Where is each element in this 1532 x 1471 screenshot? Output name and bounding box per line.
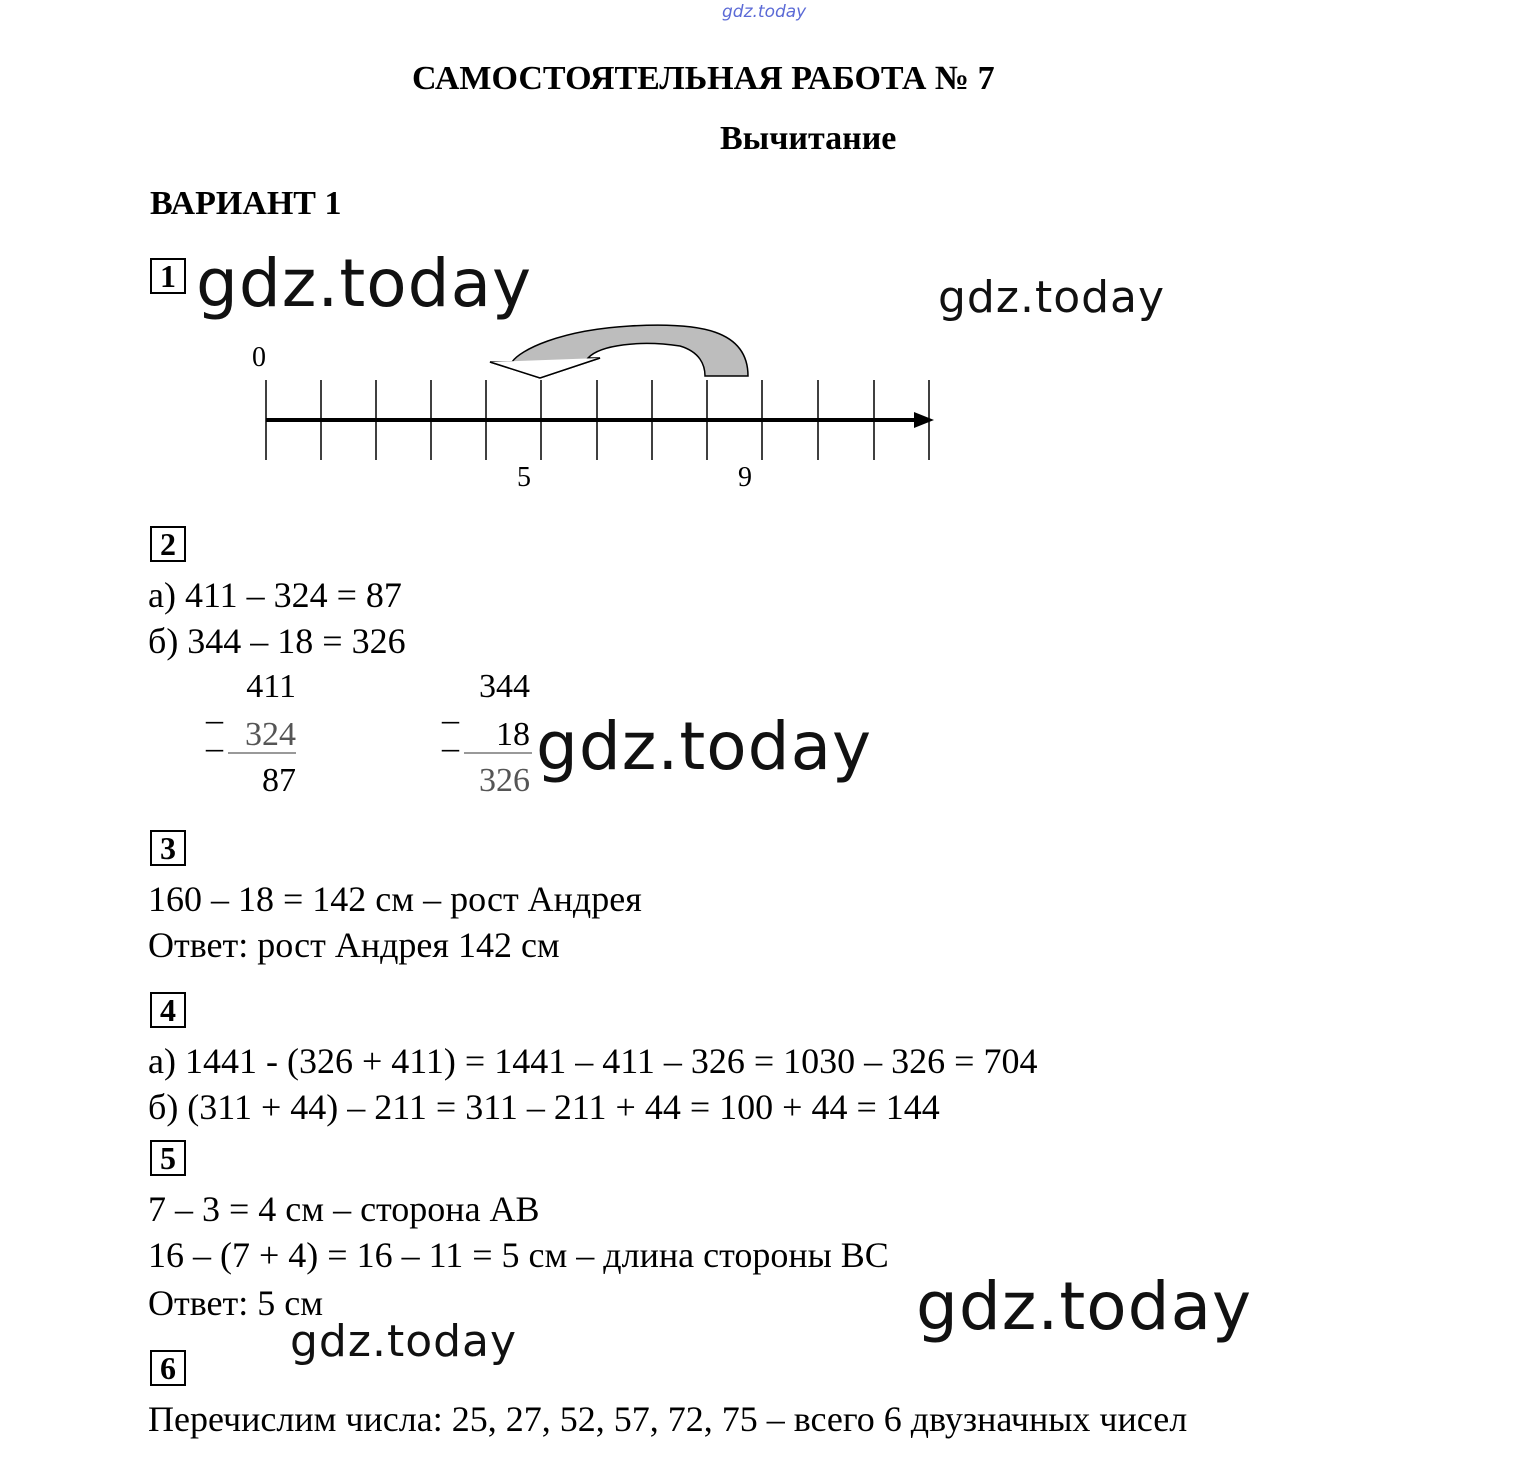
page-subtitle: Вычитание — [720, 120, 897, 157]
number-line-label-5: 5 — [517, 462, 531, 493]
number-line — [0, 0, 1532, 520]
watermark: gdz.today — [196, 245, 533, 322]
column-b-result: 326 — [479, 762, 530, 799]
task-1-number: 1 — [150, 258, 186, 294]
column-b-rule — [464, 752, 532, 754]
task-5-line-2: 16 – (7 + 4) = 16 – 11 = 5 см – длина стороны ВС — [148, 1235, 889, 1275]
watermark: gdz.today — [938, 272, 1166, 323]
column-a-minuend: 411 — [246, 668, 296, 705]
column-b-sign: _ — [442, 690, 459, 727]
watermark: gdz.today — [916, 1268, 1253, 1345]
variant-heading: ВАРИАНТ 1 — [150, 185, 342, 222]
column-a-sign: _ — [206, 690, 223, 727]
watermark: gdz.today — [536, 708, 873, 785]
task-3-line-2: Ответ: рост Андрея 142 см — [148, 925, 560, 965]
page-title: САМОСТОЯТЕЛЬНАЯ РАБОТА № 7 — [412, 60, 995, 97]
number-line-label-9: 9 — [738, 462, 752, 493]
task-4-line-b: б) (311 + 44) – 211 = 311 – 211 + 44 = 100 + 44 = 144 — [148, 1087, 940, 1127]
task-5-line-1: 7 – 3 = 4 см – сторона АВ — [148, 1189, 540, 1229]
task-5-number: 5 — [150, 1140, 186, 1176]
column-a-result: 87 — [262, 762, 296, 799]
column-a-sign-2: _ — [206, 718, 223, 755]
watermark: gdz.today — [290, 1316, 518, 1367]
number-line-label-0: 0 — [252, 342, 266, 373]
task-4-number: 4 — [150, 992, 186, 1028]
task-4-line-a: а) 1441 - (326 + 411) = 1441 – 411 – 326 = 1030 – 326 = 704 — [148, 1041, 1038, 1081]
column-b-sign-2: _ — [442, 718, 459, 755]
task-3-line-1: 160 – 18 = 142 см – рост Андрея — [148, 879, 642, 919]
column-a-subtrahend: 324 — [245, 716, 296, 753]
task-5-answer: Ответ: 5 см — [148, 1283, 323, 1323]
task-2-line-a: а) 411 – 324 = 87 — [148, 575, 402, 615]
column-b-minuend: 344 — [479, 668, 530, 705]
task-6-line-1: Перечислим числа: 25, 27, 52, 57, 72, 75 – всего 6 двузначных чисел — [148, 1399, 1188, 1439]
task-6-number: 6 — [150, 1350, 186, 1386]
task-3-number: 3 — [150, 830, 186, 866]
jump-arrow-head — [490, 358, 600, 378]
column-a-rule — [228, 752, 296, 754]
column-b-subtrahend: 18 — [496, 716, 530, 753]
axis-arrowhead — [914, 412, 934, 428]
watermark-top: gdz.today — [722, 2, 807, 22]
task-2-line-b: б) 344 – 18 = 326 — [148, 621, 406, 661]
task-2-number: 2 — [150, 526, 186, 562]
